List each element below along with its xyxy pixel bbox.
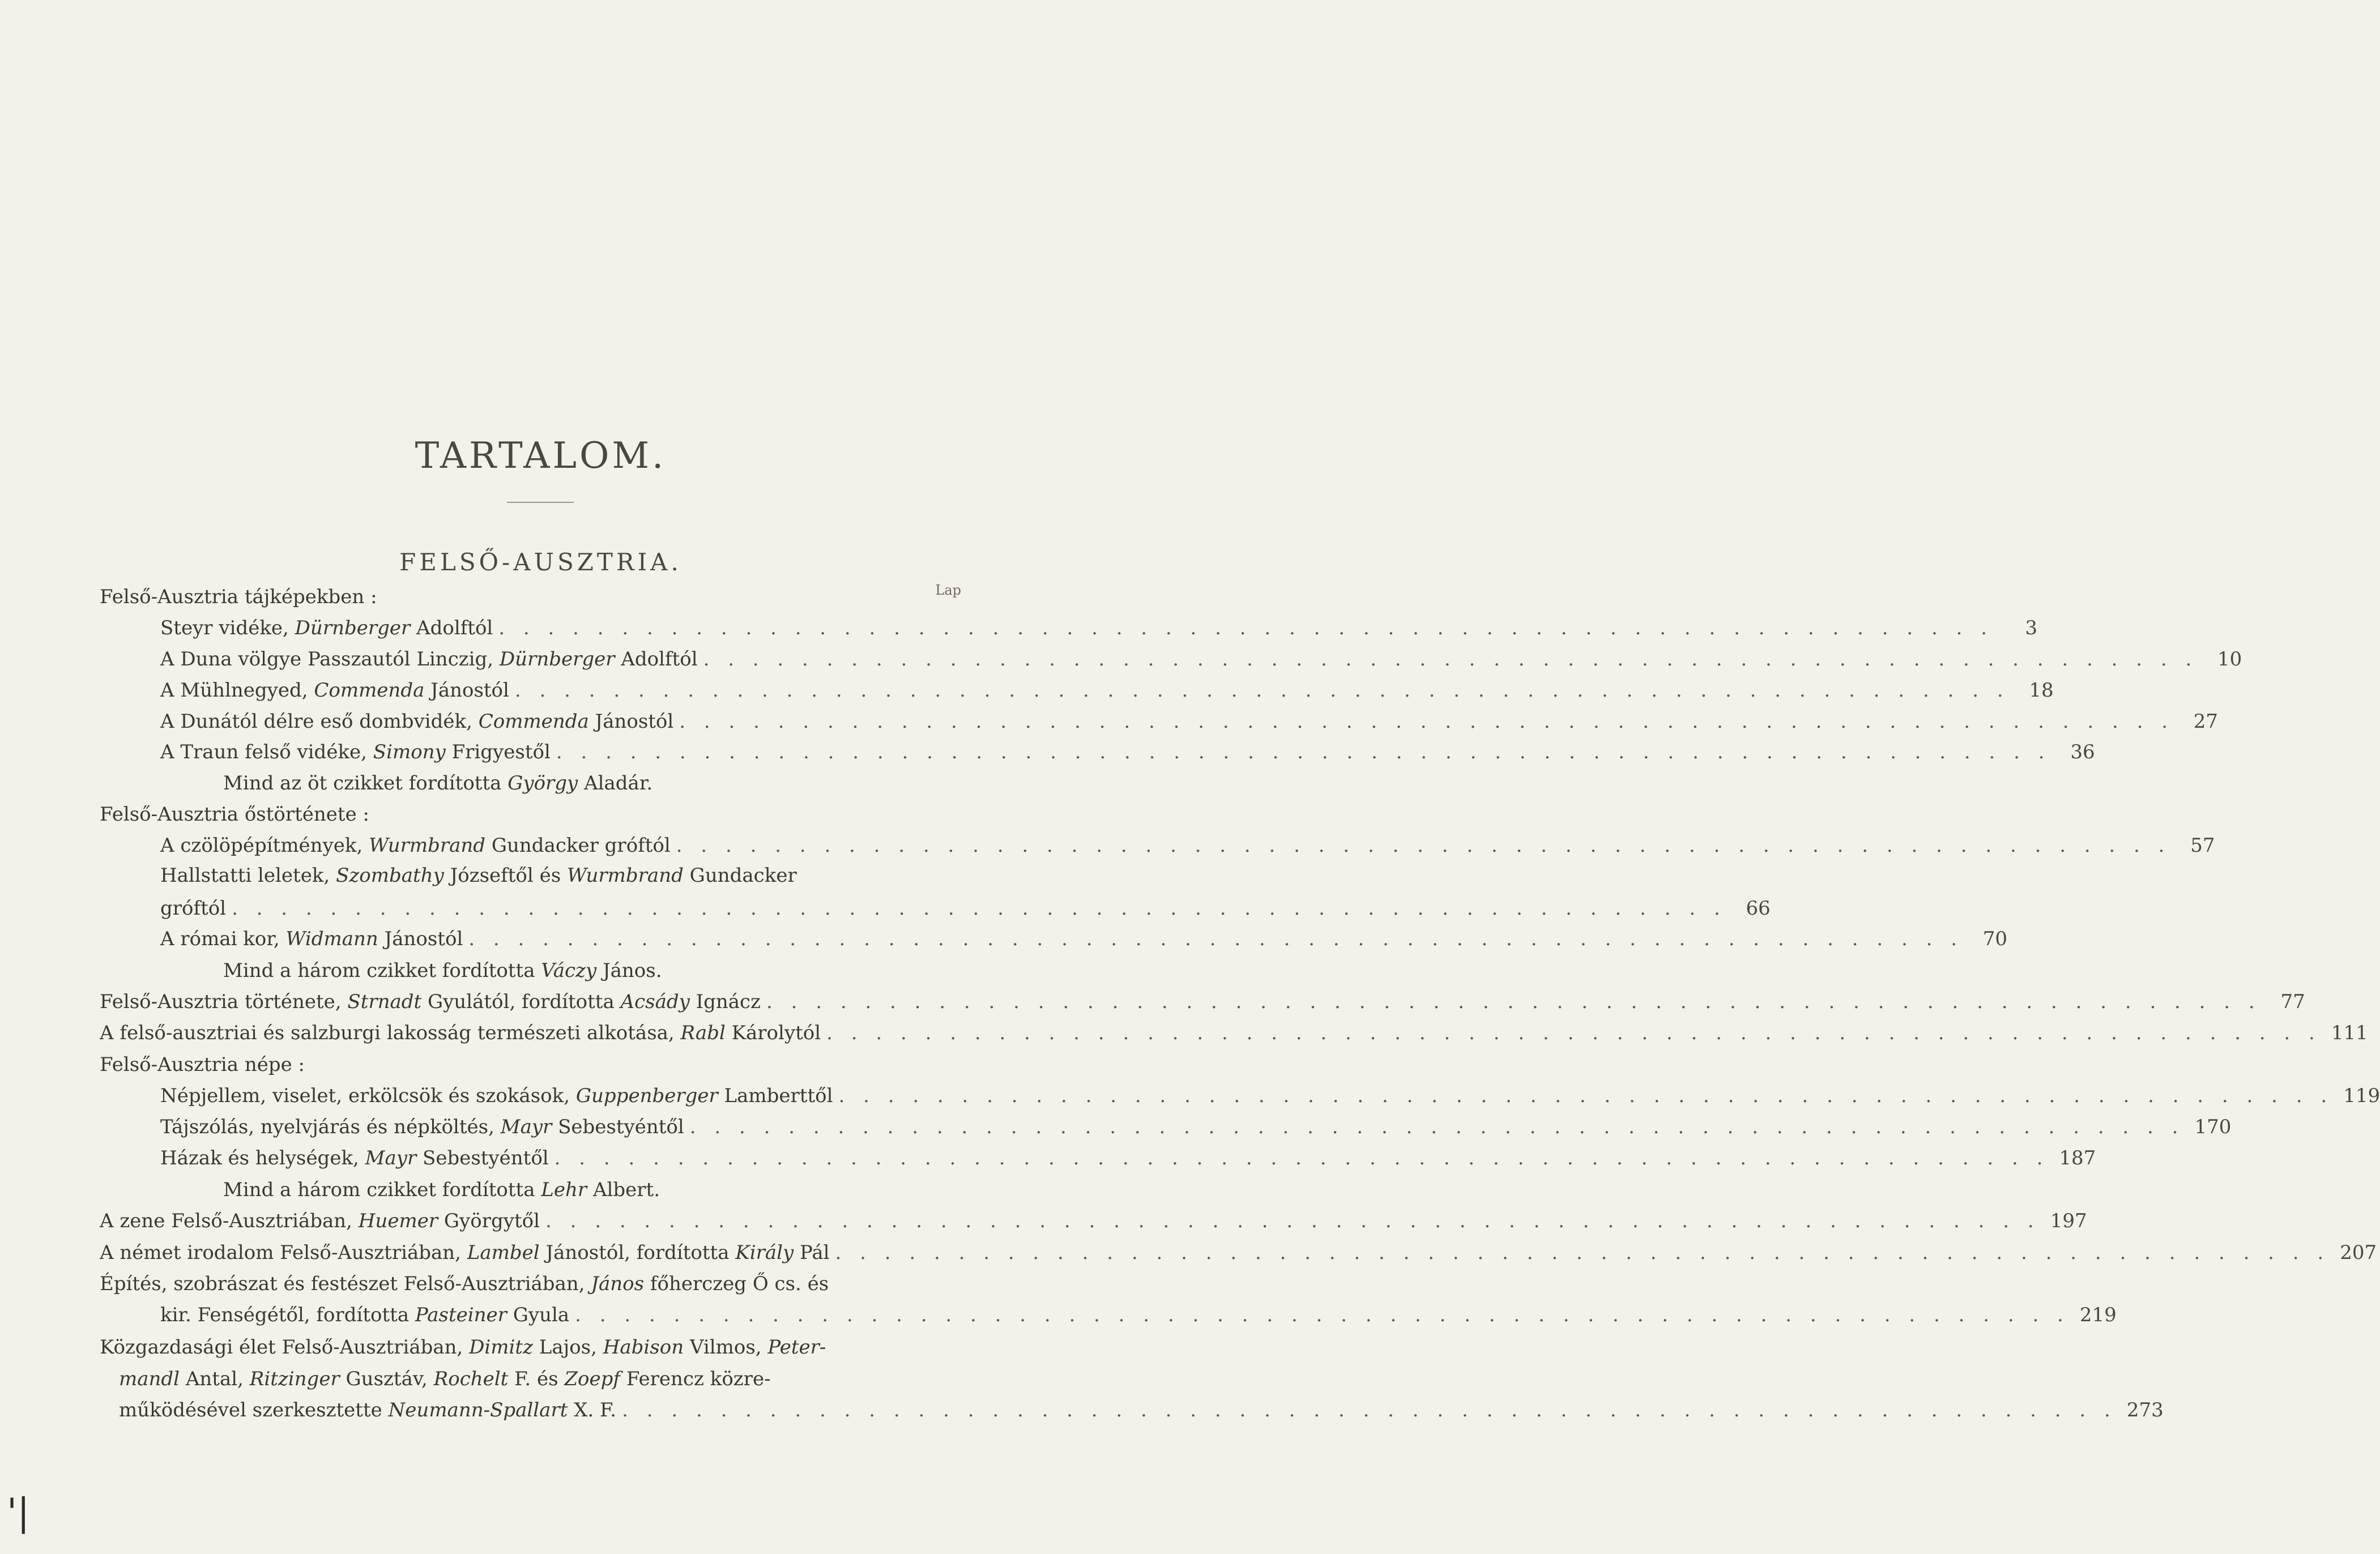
- page-title: TARTALOM.: [415, 435, 667, 477]
- entry-text-segment: Gundacker gróftól: [485, 834, 671, 857]
- author-name: János: [591, 1273, 645, 1295]
- toc-entry: [223, 1176, 961, 1203]
- toc-entry-text: [100, 583, 377, 610]
- entry-text-segment: A Traun felső vidéke,: [160, 741, 373, 763]
- toc-entry-text: [100, 1239, 830, 1266]
- page-number: 57: [2190, 834, 2215, 857]
- toc-entry: [100, 583, 961, 610]
- entry-text-segment: Felső-Ausztria története,: [100, 991, 348, 1013]
- toc-entry: [223, 957, 961, 984]
- toc-entry-text: [100, 801, 369, 828]
- author-name: Mayr: [365, 1147, 417, 1169]
- author-name: Peter-: [767, 1336, 826, 1359]
- author-name: Rabl: [680, 1022, 726, 1044]
- toc-entry-text: [100, 1334, 826, 1361]
- entry-text-segment: Jánostól, fordította: [539, 1241, 736, 1264]
- toc-entry-text: [160, 832, 671, 859]
- author-name: Lehr: [541, 1179, 587, 1201]
- toc-entry-text: [160, 1082, 833, 1109]
- dot-leader: . . . . . . . . . . . . . . . . . . . . . . . . . . . . . . . . . . . . . . . . . . . . . . . . . . . . . . . . . . . . .: [498, 617, 1994, 639]
- entry-text-segment: Mind a három czikket fordította: [223, 1179, 541, 1201]
- toc-entry-text: [119, 1397, 616, 1424]
- margin-mark: '|: [7, 1491, 30, 1534]
- toc-entry-text: [160, 1301, 569, 1329]
- toc-entry-text: [160, 738, 551, 766]
- entry-text-segment: Lamberttől: [718, 1085, 833, 1107]
- toc-entry-text: [223, 770, 652, 797]
- author-name: Huemer: [358, 1210, 438, 1232]
- author-name: Guppenberger: [575, 1085, 718, 1107]
- entry-text-segment: Frigyestől: [445, 741, 551, 763]
- dot-leader: . . . . . . . . . . . . . . . . . . . . . . . . . . . . . . . . . . . . . . . . . . . . . . . . . . . . . . . . . . . . .: [703, 648, 2198, 671]
- entry-text-segment: Györgytől: [438, 1210, 540, 1232]
- toc-entry: [119, 1397, 2164, 1424]
- dot-leader: . . . . . . . . . . . . . . . . . . . . . . . . . . . . . . . . . . . . . . . . . . . . . . . . . . . . . . . . . . . . .: [766, 991, 2261, 1013]
- page-number: 10: [2217, 648, 2242, 671]
- toc-entry: [160, 738, 2095, 766]
- entry-text-segment: Adolftól: [615, 648, 698, 671]
- toc-entry-text: [100, 1051, 305, 1078]
- author-name: Lambel: [467, 1241, 540, 1264]
- toc-entry: [119, 1365, 961, 1393]
- page-number: 27: [2193, 710, 2219, 733]
- page-number: 187: [2059, 1147, 2096, 1169]
- entry-text-segment: János.: [596, 959, 662, 982]
- dot-leader: . . . . . . . . . . . . . . . . . . . . . . . . . . . . . . . . . . . . . . . . . . . . . . . . . . . . . . . . . . . . .: [679, 710, 2174, 733]
- entry-text-segment: Aladár.: [578, 772, 653, 795]
- author-name: Szombathy: [336, 864, 444, 887]
- dot-leader: . . . . . . . . . . . . . . . . . . . . . . . . . . . . . . . . . . . . . . . . . . . . . . . . . . . . . . . . . . . . .: [676, 834, 2171, 857]
- toc-entry: [100, 1019, 2368, 1047]
- entry-text-segment: Sebestyéntől: [416, 1147, 549, 1169]
- author-name: Zoepf: [564, 1368, 621, 1390]
- toc-entry-text: [100, 1207, 540, 1235]
- author-name: Acsády: [620, 991, 690, 1013]
- toc-entry: [160, 708, 2219, 735]
- entry-text-segment: A német irodalom Felső-Ausztriában,: [100, 1241, 467, 1264]
- entry-text-segment: Adolftól: [410, 617, 493, 639]
- entry-text-segment: Ferencz közre-: [620, 1368, 771, 1390]
- entry-text-segment: A czölöpépítmények,: [160, 834, 369, 857]
- toc-entry-text: [160, 925, 463, 953]
- entry-text-segment: főherczeg Ő cs. és: [644, 1273, 829, 1295]
- toc-entry: [100, 1270, 961, 1297]
- author-name: mandl: [119, 1368, 180, 1390]
- dot-leader: . . . . . . . . . . . . . . . . . . . . . . . . . . . . . . . . . . . . . . . . . . . . . . . . . . . . . . . . . . . . .: [468, 928, 1964, 950]
- toc-entry-text: [100, 1019, 821, 1047]
- entry-text-segment: Albert.: [587, 1179, 660, 1201]
- page-number: 219: [2079, 1304, 2117, 1326]
- toc-entry: [160, 895, 1771, 922]
- entry-text-segment: Sebestyéntől: [552, 1116, 684, 1138]
- toc-entry-text: [119, 1365, 771, 1393]
- page-number: 197: [2050, 1210, 2087, 1232]
- dot-leader: . . . . . . . . . . . . . . . . . . . . . . . . . . . . . . . . . . . . . . . . . . . . . . . . . . . . . . . . . . . . .: [838, 1085, 2334, 1107]
- page-number: 119: [2343, 1085, 2380, 1107]
- toc-entry: [160, 1301, 2117, 1329]
- toc-entry-text: [100, 988, 761, 1015]
- entry-text-segment: A Duna völgye Passzautól Linczig,: [160, 648, 500, 671]
- author-name: Mayr: [500, 1116, 552, 1138]
- entry-text-segment: F. és: [508, 1368, 565, 1390]
- entry-text-segment: Jánostól: [588, 710, 674, 733]
- author-name: György: [507, 772, 578, 795]
- author-name: Neumann-Spallart: [388, 1399, 568, 1421]
- page-number: 36: [2070, 741, 2095, 763]
- entry-text-segment: Gyula: [506, 1304, 570, 1326]
- entry-text-segment: Gyulától, fordította: [421, 991, 621, 1013]
- entry-text-segment: Károlytól: [725, 1022, 821, 1044]
- entry-text-segment: gróftól: [160, 897, 227, 920]
- page-number: 18: [2029, 679, 2054, 702]
- toc-entry-text: [223, 957, 662, 984]
- toc-entry: [160, 614, 2038, 642]
- toc-entry: [160, 1145, 2096, 1172]
- author-name: Dürnberger: [295, 617, 411, 639]
- entry-text-segment: Józseftől és: [443, 864, 567, 887]
- toc-entry-text: [160, 708, 673, 735]
- page-number: 170: [2194, 1116, 2232, 1138]
- toc-entry: [160, 925, 2008, 953]
- dot-leader: . . . . . . . . . . . . . . . . . . . . . . . . . . . . . . . . . . . . . . . . . . . . . . . . . . . . . . . . . . . . .: [622, 1399, 2117, 1421]
- page-number: 3: [2025, 617, 2038, 639]
- page-number: 207: [2340, 1241, 2377, 1264]
- dot-leader: . . . . . . . . . . . . . . . . . . . . . . . . . . . . . . . . . . . . . . . . . . . . . . . . . . . . . . . . . . . . .: [554, 1147, 2049, 1169]
- author-name: Habison: [603, 1336, 684, 1359]
- author-name: Dürnberger: [499, 648, 615, 671]
- dot-leader: . . . . . . . . . . . . . . . . . . . . . . . . . . . . . . . . . . . . . . . . . . . . . . . . . . . . . . . . . . . . .: [575, 1304, 2070, 1326]
- toc-entry-text: [160, 1113, 684, 1141]
- entry-text-segment: Népjellem, viselet, erkölcsök és szokások,: [160, 1085, 576, 1107]
- toc-entry-text: [100, 1270, 829, 1297]
- entry-text-segment: Közgazdasági élet Felső-Ausztriában,: [100, 1336, 470, 1359]
- entry-text-segment: Jánostól: [378, 928, 463, 950]
- dot-leader: . . . . . . . . . . . . . . . . . . . . . . . . . . . . . . . . . . . . . . . . . . . . . . . . . . . . . . . . . . . . .: [545, 1210, 2040, 1232]
- entry-text-segment: A Mühlnegyed,: [160, 679, 314, 702]
- entry-text-segment: Antal,: [180, 1368, 250, 1390]
- entry-text-segment: Tájszólás, nyelvjárás és népköltés,: [160, 1116, 501, 1138]
- title-rule: [507, 502, 574, 503]
- dot-leader: . . . . . . . . . . . . . . . . . . . . . . . . . . . . . . . . . . . . . . . . . . . . . . . . . . . . . . . . . . . . .: [689, 1116, 2185, 1138]
- author-name: Simony: [373, 741, 446, 763]
- toc-entry-text: [160, 862, 797, 889]
- entry-text-segment: Felső-Ausztria népe :: [100, 1053, 305, 1076]
- toc-entry-text: [160, 1145, 549, 1172]
- entry-text-segment: X. F.: [568, 1399, 617, 1421]
- toc-entry: [160, 862, 961, 889]
- author-name: Commenda: [478, 710, 589, 733]
- entry-text-segment: Ignácz: [689, 991, 761, 1013]
- author-name: Pasteiner: [415, 1304, 507, 1326]
- author-name: Wurmbrand: [369, 834, 486, 857]
- toc-entry: [160, 1113, 2232, 1141]
- page-number: 66: [1746, 897, 1771, 920]
- author-name: Commenda: [314, 679, 425, 702]
- toc-entry: [223, 770, 961, 797]
- entry-text-segment: Gusztáv,: [339, 1368, 434, 1390]
- toc-entry: [160, 1082, 2380, 1109]
- author-name: Váczy: [541, 959, 597, 982]
- author-name: Widmann: [285, 928, 378, 950]
- entry-text-segment: Építés, szobrászat és festészet Felső-Ausztriában,: [100, 1273, 591, 1295]
- entry-text-segment: kir. Fenségétől, fordította: [160, 1304, 415, 1326]
- author-name: Strnadt: [347, 991, 422, 1013]
- page-number: 111: [2331, 1022, 2368, 1044]
- page-number: 273: [2126, 1399, 2164, 1421]
- entry-text-segment: Pál: [794, 1241, 830, 1264]
- entry-text-segment: Mind az öt czikket fordította: [223, 772, 508, 795]
- toc-entry: [100, 1207, 2087, 1235]
- entry-text-segment: A zene Felső-Ausztriában,: [100, 1210, 359, 1232]
- dot-leader: . . . . . . . . . . . . . . . . . . . . . . . . . . . . . . . . . . . . . . . . . . . . . . . . . . . . . . . . . . . . .: [232, 897, 1726, 920]
- toc-entry-text: [160, 895, 226, 922]
- entry-text-segment: Felső-Ausztria tájképekben :: [100, 586, 377, 608]
- toc-entry: [160, 832, 2215, 859]
- dot-leader: . . . . . . . . . . . . . . . . . . . . . . . . . . . . . . . . . . . . . . . . . . . . . . . . . . . . . . . . . . . . .: [556, 741, 2051, 763]
- dot-leader: . . . . . . . . . . . . . . . . . . . . . . . . . . . . . . . . . . . . . . . . . . . . . . . . . . . . . . . . . . . . .: [514, 679, 2010, 702]
- author-name: Wurmbrand: [566, 864, 684, 887]
- author-name: Rochelt: [433, 1368, 509, 1390]
- author-name: Dimitz: [469, 1336, 533, 1359]
- entry-text-segment: Steyr vidéke,: [160, 617, 295, 639]
- entry-text-segment: A felső-ausztriai és salzburgi lakosság természeti alkotása,: [100, 1022, 681, 1044]
- dot-leader: . . . . . . . . . . . . . . . . . . . . . . . . . . . . . . . . . . . . . . . . . . . . . . . . . . . . . . . . . . . . .: [835, 1241, 2330, 1264]
- toc-entry: [100, 1334, 961, 1361]
- lap-label: Lap: [935, 582, 961, 598]
- entry-text-segment: Vilmos,: [684, 1336, 768, 1359]
- entry-text-segment: Hallstatti leletek,: [160, 864, 336, 887]
- toc-entry-text: [160, 646, 698, 673]
- toc-entry-text: [160, 677, 509, 704]
- page-number: 77: [2280, 991, 2305, 1013]
- entry-text-segment: A Dunától délre eső dombvidék,: [160, 710, 479, 733]
- entry-text-segment: Felső-Ausztria őstörténete :: [100, 803, 369, 826]
- entry-text-segment: Házak és helységek,: [160, 1147, 365, 1169]
- section-title: FELSŐ-AUSZTRIA.: [399, 548, 682, 576]
- dot-leader: . . . . . . . . . . . . . . . . . . . . . . . . . . . . . . . . . . . . . . . . . . . . . . . . . . . . . . . . . . . . .: [826, 1022, 2321, 1044]
- toc-entry: [160, 677, 2054, 704]
- toc-entry: [100, 1239, 2377, 1266]
- entry-text-segment: A római kor,: [160, 928, 286, 950]
- author-name: Ritzinger: [249, 1368, 340, 1390]
- author-name: Király: [735, 1241, 794, 1264]
- toc-entry: [100, 988, 2305, 1015]
- toc-entry: [160, 646, 2242, 673]
- toc-entry: [100, 801, 961, 828]
- entry-text-segment: Mind a három czikket fordította: [223, 959, 541, 982]
- toc-entry-text: [223, 1176, 660, 1203]
- entry-text-segment: Lajos,: [533, 1336, 603, 1359]
- toc-entry-text: [160, 614, 493, 642]
- toc-entry: [100, 1051, 961, 1078]
- entry-text-segment: Gundacker: [683, 864, 797, 887]
- entry-text-segment: Jánostól: [424, 679, 509, 702]
- page-number: 70: [1982, 928, 2008, 950]
- entry-text-segment: működésével szerkesztette: [119, 1399, 389, 1421]
